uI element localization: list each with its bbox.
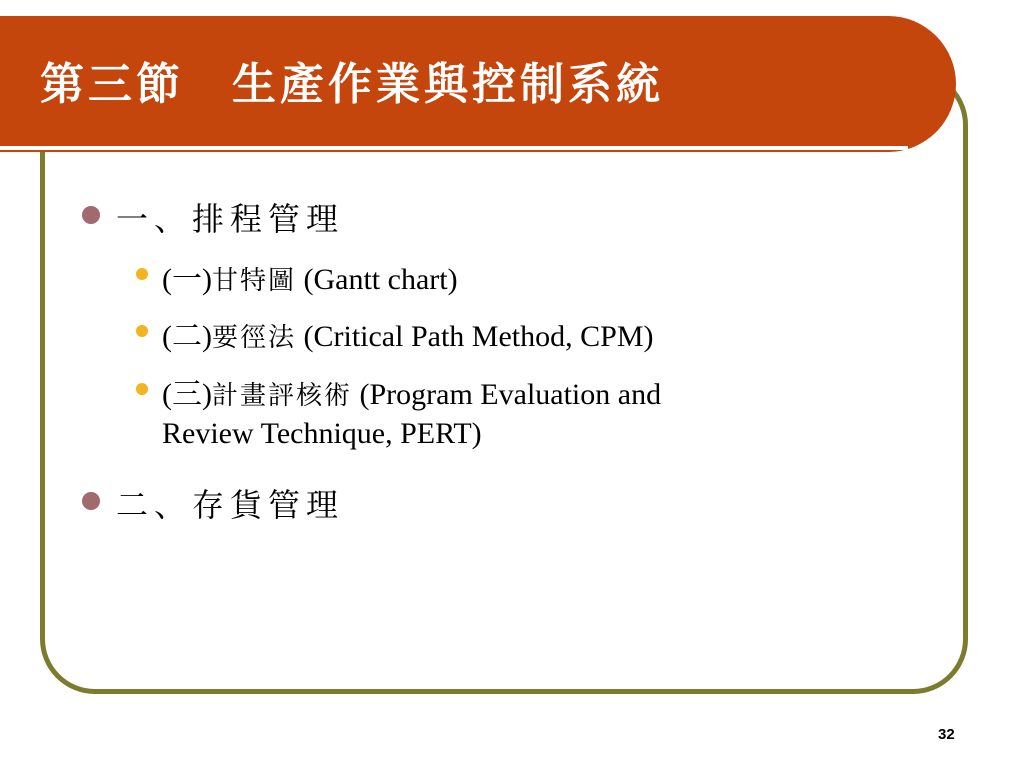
sub-item-text: (一)甘特圖 (Gantt chart) <box>162 263 458 296</box>
sub-item-text: (三)計畫評核術 (Program Evaluation and <box>162 378 662 411</box>
bullet-icon <box>136 325 148 337</box>
bullet-icon <box>136 383 148 395</box>
title-underline <box>0 146 908 150</box>
list-item-label: 二、存貨管理 <box>116 486 345 524</box>
list-item-label: 一、排程管理 <box>116 200 345 238</box>
bullet-icon <box>82 206 100 224</box>
bullet-icon <box>136 268 148 280</box>
slide-title: 第三節 生產作業與控制系統 <box>40 59 664 110</box>
page-number: 32 <box>938 726 955 743</box>
sub-item-text-line2: Review Technique, PERT) <box>162 417 482 450</box>
sub-item-text: (二)要徑法 (Critical Path Method, CPM) <box>162 320 654 353</box>
bullet-icon <box>82 492 100 510</box>
